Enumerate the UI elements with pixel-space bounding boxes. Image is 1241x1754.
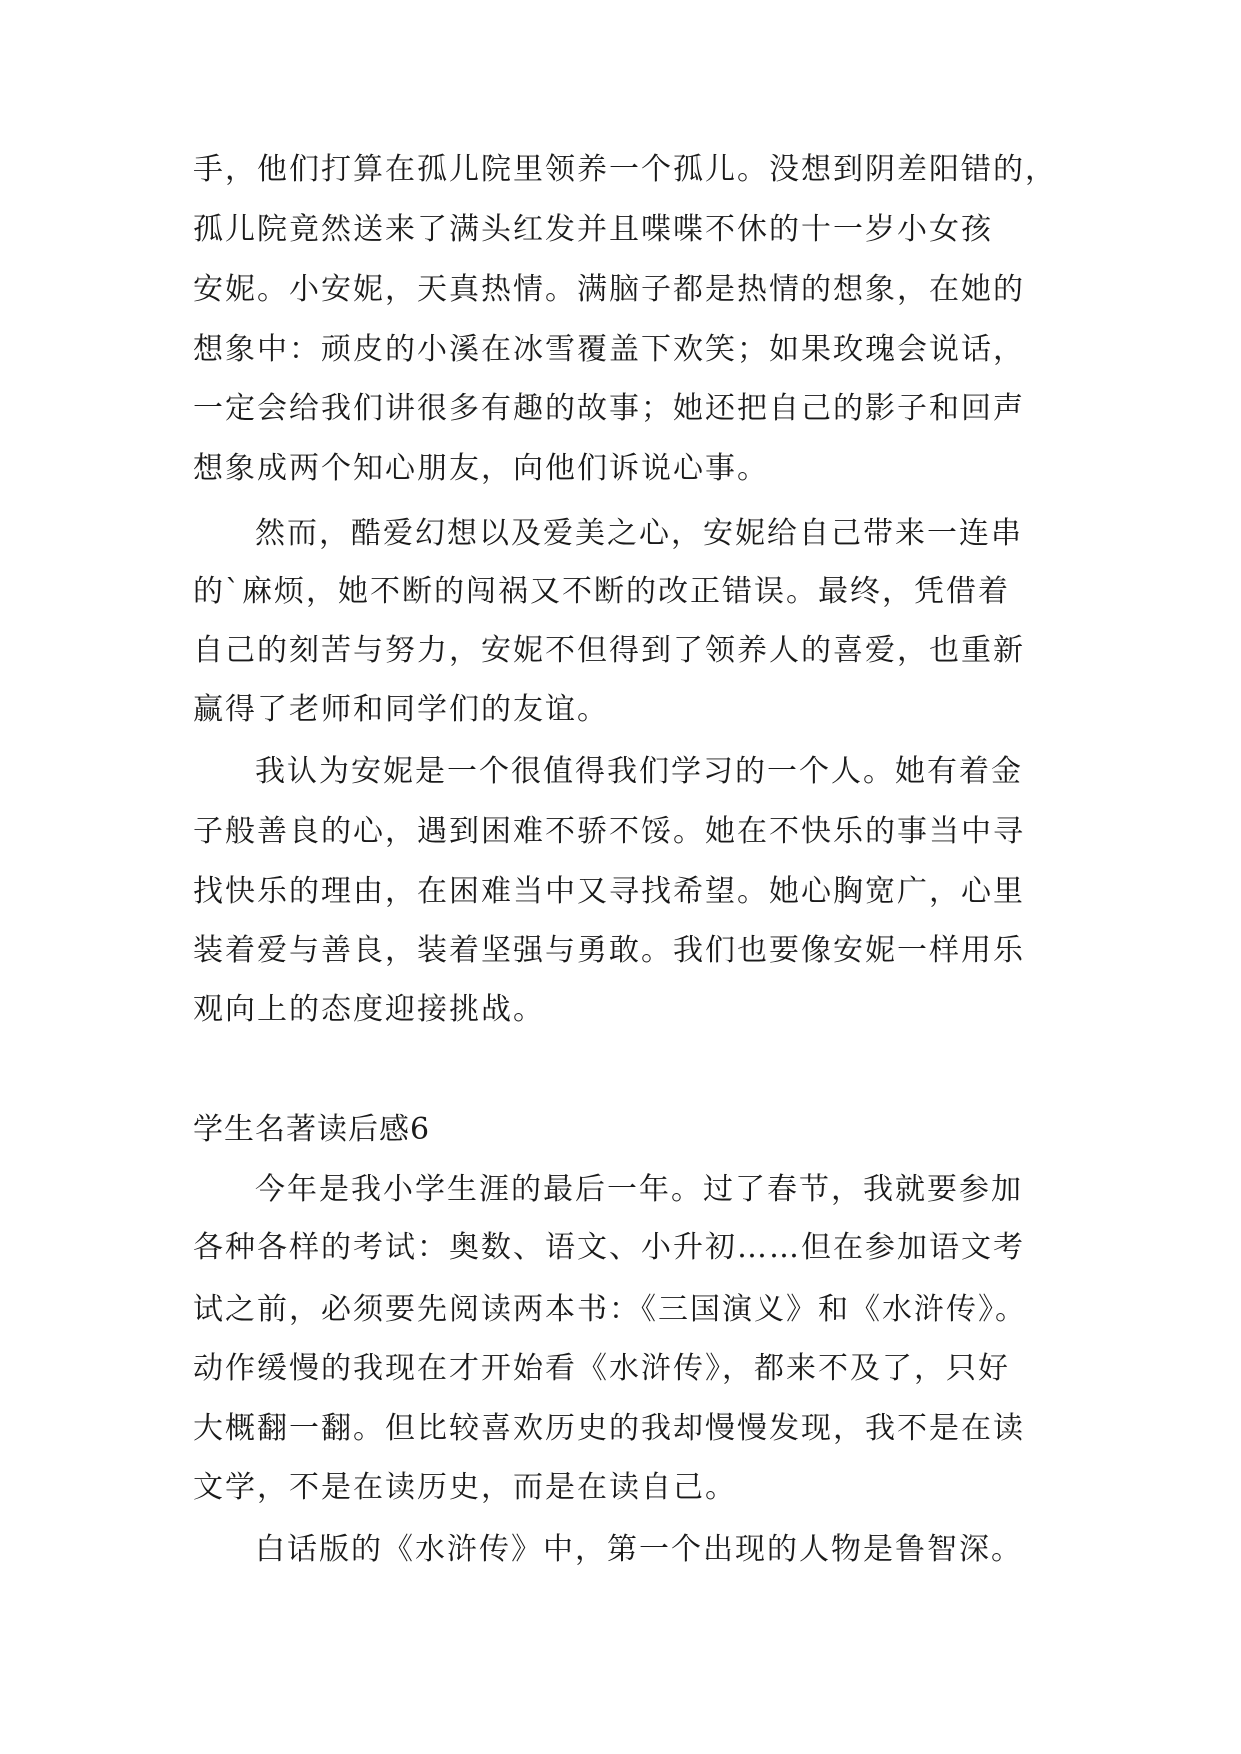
- text-line: 观向上的态度迎接挑战。: [193, 992, 545, 1027]
- text-line: 赢得了老师和同学们的友谊。: [193, 692, 609, 727]
- text-line: 装着爱与善良，装着坚强与勇敢。我们也要像安妮一样用乐: [193, 933, 1025, 968]
- text-line: 找快乐的理由，在困难当中又寻找希望。她心胸宽广，心里: [193, 874, 1025, 909]
- text-line: 手，他们打算在孤儿院里领养一个孤儿。没想到阴差阳错的，: [193, 152, 1057, 187]
- text-line: 孤儿院竟然送来了满头红发并且喋喋不休的十一岁小女孩: [193, 212, 993, 247]
- text-line: 动作缓慢的我现在才开始看《水浒传》，都来不及了，只好: [193, 1351, 1010, 1386]
- text-line: 各种各样的考试：奥数、语文、小升初……但在参加语文考: [193, 1230, 1025, 1265]
- text-line: 想象中：顽皮的小溪在冰雪覆盖下欢笑；如果玫瑰会说话，: [193, 332, 1025, 367]
- text-line: 试之前，必须要先阅读两本书：《三国演义》和《水浒传》。: [193, 1292, 1027, 1327]
- paragraph-start-line: 今年是我小学生涯的最后一年。过了春节，我就要参加: [255, 1172, 1023, 1207]
- paragraph-start-line: 然而，酷爱幻想以及爱美之心，安妮给自己带来一连串: [255, 516, 1023, 551]
- text-line: 大概翻一翻。但比较喜欢历史的我却慢慢发现，我不是在读: [193, 1411, 1025, 1446]
- text-line: 想象成两个知心朋友，向他们诉说心事。: [193, 451, 769, 486]
- text-line: 一定会给我们讲很多有趣的故事；她还把自己的影子和回声: [193, 391, 1025, 426]
- section-heading: 学生名著读后感6: [193, 1112, 431, 1147]
- text-line: 安妮。小安妮，天真热情。满脑子都是热情的想象，在她的: [193, 272, 1025, 307]
- paragraph-start-line: 白话版的《水浒传》中，第一个出现的人物是鲁智深。: [255, 1532, 1023, 1567]
- text-line: 的`麻烦，她不断的闯祸又不断的改正错误。最终，凭借着: [193, 574, 1010, 609]
- paragraph-start-line: 我认为安妮是一个很值得我们学习的一个人。她有着金: [255, 754, 1023, 789]
- text-line: 文学，不是在读历史，而是在读自己。: [193, 1470, 737, 1505]
- text-line: 自己的刻苦与努力，安妮不但得到了领养人的喜爱，也重新: [193, 633, 1025, 668]
- text-line: 子般善良的心，遇到困难不骄不馁。她在不快乐的事当中寻: [193, 814, 1025, 849]
